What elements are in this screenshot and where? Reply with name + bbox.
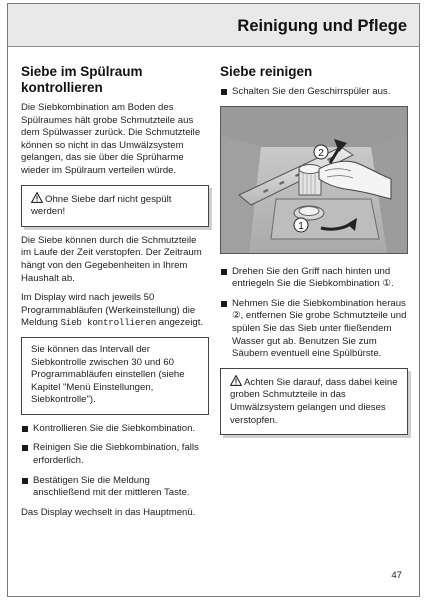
list-item <box>220 298 408 361</box>
list-item <box>21 475 209 500</box>
square-bullet-icon <box>221 301 227 307</box>
list-item-text: Nehmen Sie die Siebkombination heraus ②, entfernen Sie grobe Schmutzteile und spülen Sie das Sieb unter fließendem Wasser gut ab. Benutzen Sie zum Säubern eventuell eine Spülbürste. <box>232 297 407 360</box>
manual-page <box>7 3 420 597</box>
text-fragment: angezeigt. <box>156 317 204 329</box>
right-column <box>220 64 408 443</box>
square-bullet-icon <box>22 478 28 484</box>
paragraph-display-message <box>21 292 209 330</box>
heading-clean-filters: Siebe reinigen <box>220 64 313 79</box>
instruction-list-left <box>21 423 209 500</box>
warning-icon <box>230 375 242 386</box>
left-column <box>21 64 209 526</box>
square-bullet-icon <box>221 89 227 95</box>
warning-text: Ohne Siebe darf nicht gespült werden! <box>31 193 172 218</box>
list-item <box>220 86 408 99</box>
text-fragment: Im Display wird nach jeweils 50 Programmabläufen (Werkeinstellung) die Meldung <box>21 292 196 329</box>
warning-box-no-filters <box>21 185 209 227</box>
filter-removal-illustration <box>220 106 408 254</box>
list-item <box>21 442 209 467</box>
list-item-text: Schalten Sie den Geschirrspüler aus. <box>232 86 391 97</box>
instruction-list-right <box>220 266 408 361</box>
paragraph-clogging: Die Siebe können durch die Schmutzteile im Laufe der Zeit verstopfen. Der Zeitraum hängt von den Gegebenheiten in Ihrem Haushalt ab. <box>21 234 202 284</box>
list-item-text: Bestätigen Sie die Meldung anschließend mit der mittleren Taste. <box>33 474 190 499</box>
intro-paragraph: Die Siebkombination am Boden des Spülraumes hält grobe Schmutzteile aus dem Spülwasser zurück. Die Schmutzteile können so nicht in das Umwälzsystem gelangen, das sie über die Sprüharme wieder im Spülraum verteilen würde. <box>21 102 201 176</box>
list-item-text: Drehen Sie den Griff nach hinten und entriegeln Sie die Siebkombination ①. <box>232 265 394 290</box>
page-number: 47 <box>391 570 402 581</box>
callout-label-2: 2 <box>318 147 324 159</box>
list-item-text: Kontrollieren Sie die Siebkombination. <box>33 422 196 434</box>
closing-paragraph: Das Display wechselt in das Hauptmenü. <box>21 506 196 518</box>
instruction-list-top <box>220 86 408 99</box>
list-item <box>21 423 209 436</box>
list-item-text: Reinigen Sie die Siebkombination, falls erforderlich. <box>33 442 199 467</box>
page-header <box>8 4 419 47</box>
warning-icon <box>31 192 43 203</box>
display-message-code: Sieb kontrollieren <box>60 317 157 329</box>
callout-label-1: 1 <box>298 220 304 232</box>
square-bullet-icon <box>221 269 227 275</box>
info-box-interval: Sie können das Intervall der Siebkontrolle zwischen 30 und 60 Programmabläufen einstellen (siehe Kapitel "Menü Einstellungen, Siebkontrolle"). <box>21 337 209 415</box>
square-bullet-icon <box>22 445 28 451</box>
square-bullet-icon <box>22 426 28 432</box>
list-item <box>220 266 408 291</box>
heading-check-filters: Siebe im Spülraum kontrollieren <box>21 64 143 95</box>
illustration-svg <box>221 107 408 254</box>
warning-box-debris <box>220 368 408 435</box>
section-title: Reinigung und Pflege <box>237 17 407 35</box>
warning-text: Achten Sie darauf, dass dabei keine groben Schmutzteile in das Umwälzsystem gelangen und dieses verstopfen. <box>230 376 398 426</box>
